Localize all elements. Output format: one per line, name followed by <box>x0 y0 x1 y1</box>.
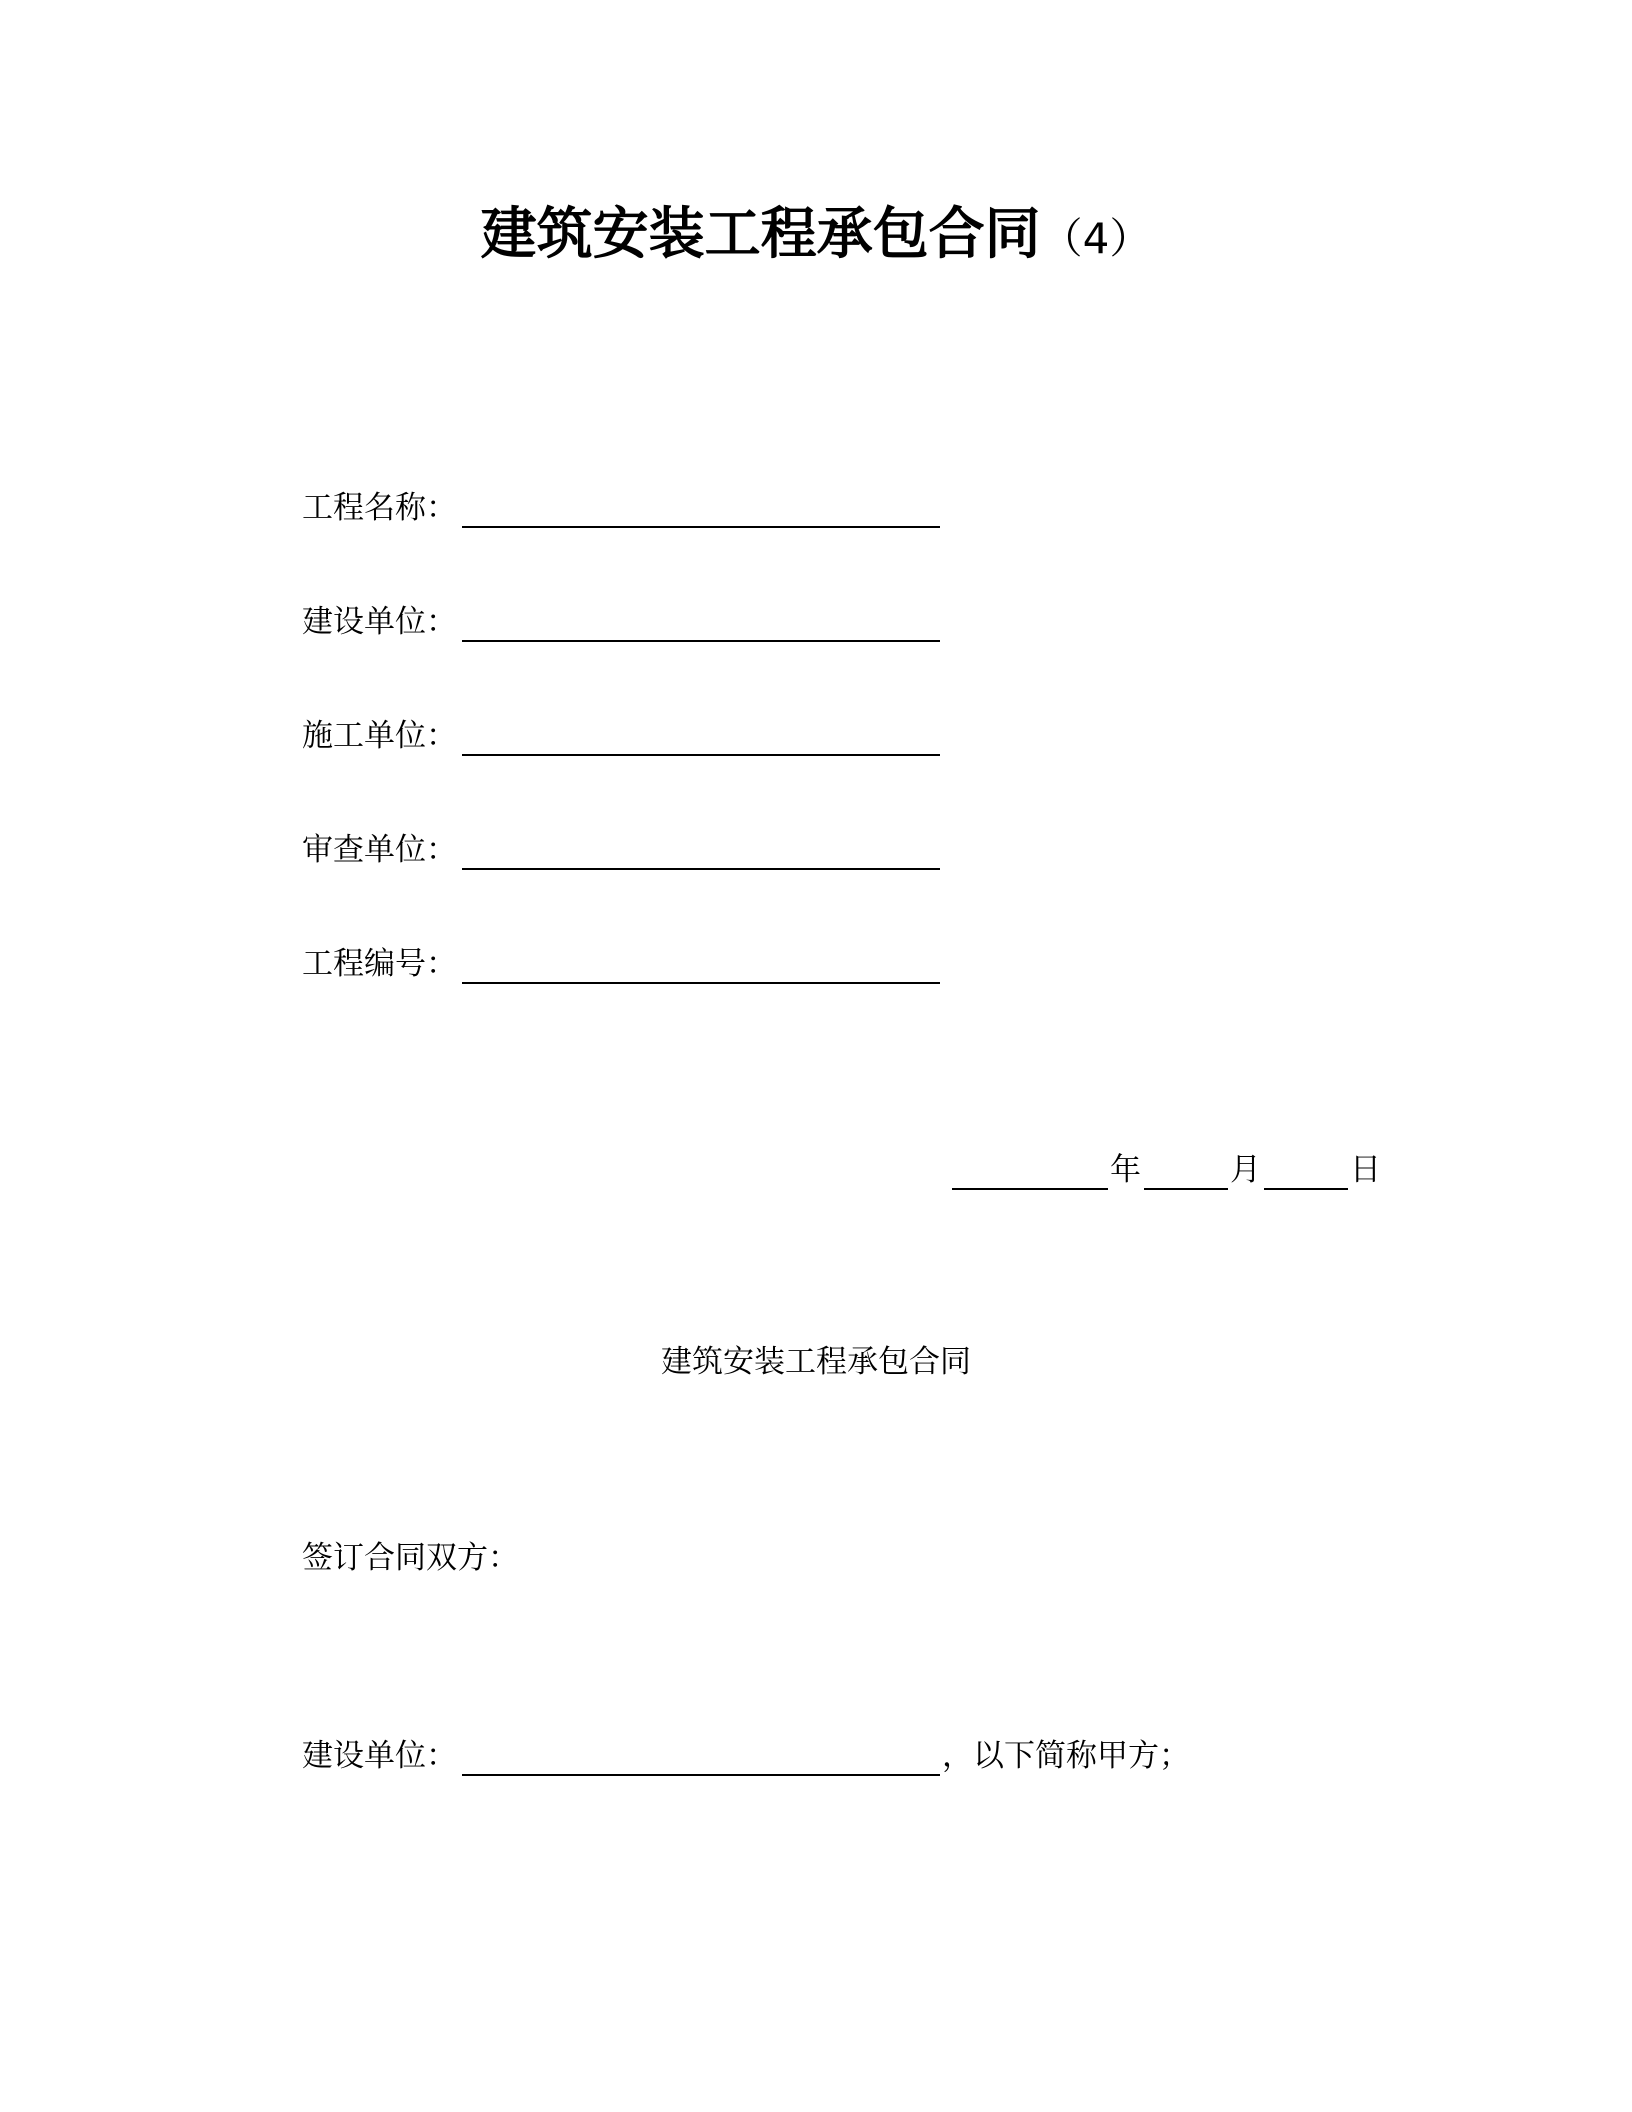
party-a-suffix: ，以下简称甲方； <box>942 1738 1190 1774</box>
date-line <box>952 1148 1392 1192</box>
field-label: 审查单位： <box>302 832 457 868</box>
year-label: 年 <box>1110 1152 1141 1188</box>
contract-subtitle: 建筑安装工程承包合同 <box>661 1344 971 1380</box>
field-label: 工程编号： <box>302 946 457 982</box>
parties-heading: 签订合同双方： <box>302 1540 519 1576</box>
party-a-row <box>302 1734 1202 1778</box>
month-label: 月 <box>1230 1152 1261 1188</box>
field-label: 建设单位： <box>302 604 457 640</box>
field-label: 施工单位： <box>302 718 457 754</box>
day-label: 日 <box>1350 1152 1381 1188</box>
month-blank[interactable] <box>1144 1188 1228 1190</box>
party-a-label: 建设单位： <box>302 1738 457 1774</box>
blank-line[interactable] <box>462 1774 940 1776</box>
blank-line[interactable] <box>462 982 940 984</box>
document-title <box>0 200 1632 274</box>
blank-line[interactable] <box>462 526 940 528</box>
blank-line[interactable] <box>462 640 940 642</box>
day-blank[interactable] <box>1264 1188 1348 1190</box>
field-label: 工程名称： <box>302 490 457 526</box>
year-blank[interactable] <box>952 1188 1108 1190</box>
title-suffix: （4） <box>1040 214 1152 263</box>
blank-line[interactable] <box>462 868 940 870</box>
blank-line[interactable] <box>462 754 940 756</box>
title-text: 建筑安装工程承包合同 <box>480 202 1041 267</box>
